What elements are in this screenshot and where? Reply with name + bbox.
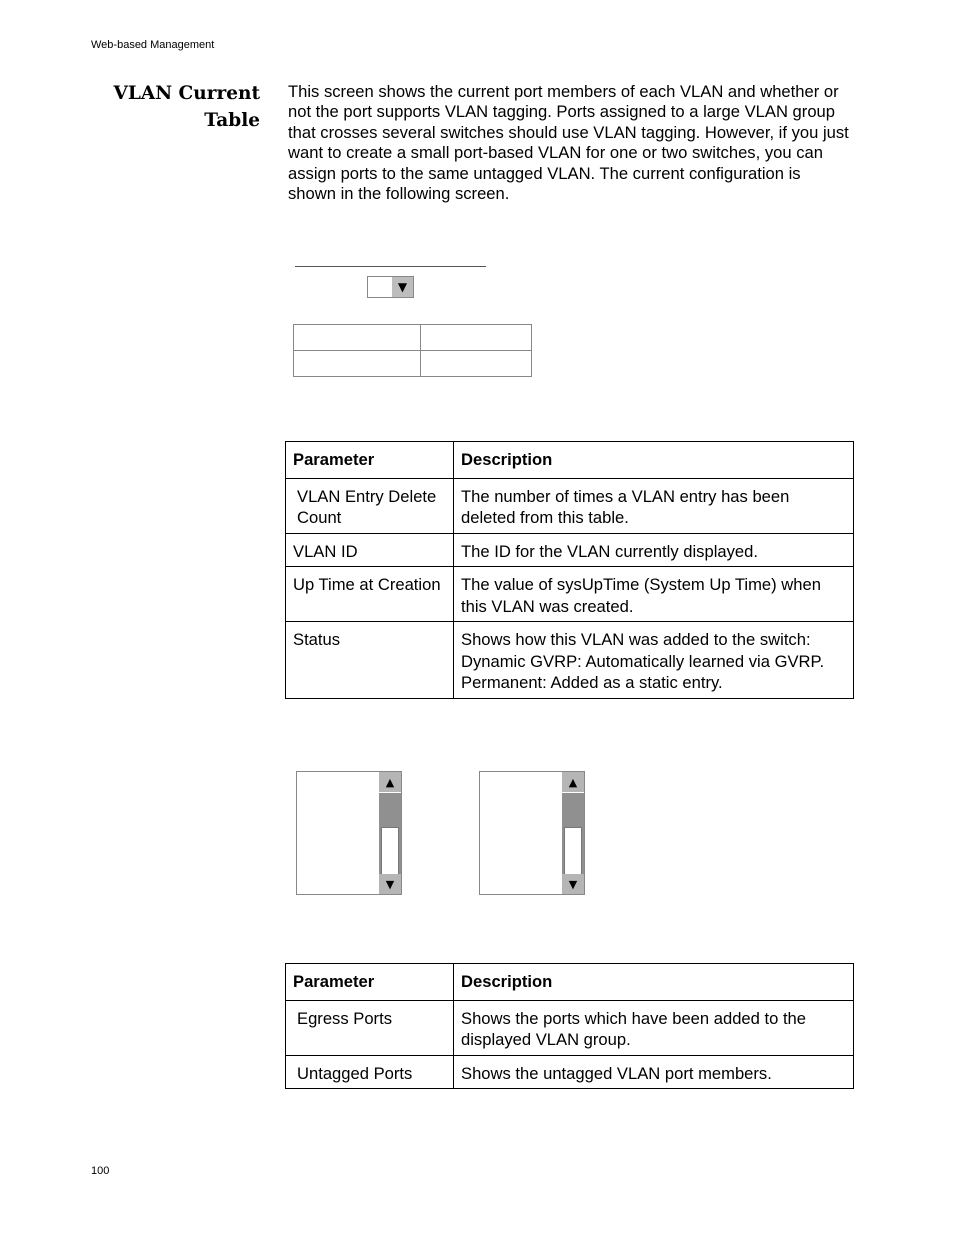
- parameter-table-1: [285, 441, 854, 699]
- arrow-up-icon[interactable]: ▲: [562, 772, 584, 793]
- vlan-info-table: [293, 324, 532, 377]
- scrollbar[interactable]: [562, 772, 584, 894]
- header-description: Description: [454, 442, 854, 479]
- running-head: Web-based Management: [91, 39, 215, 51]
- header-description: Description: [454, 964, 854, 1001]
- table-row: [286, 1055, 854, 1089]
- header-parameter: Parameter: [286, 442, 454, 479]
- param-cell: Status: [286, 622, 454, 699]
- param-cell: Up Time at Creation: [286, 567, 454, 622]
- screen-divider: [295, 266, 486, 267]
- vlan-info-cell: [421, 325, 532, 351]
- desc-line: Permanent: Added as a static entry.: [461, 673, 723, 692]
- table-row: [286, 622, 854, 699]
- egress-ports-listbox[interactable]: [296, 771, 402, 895]
- table-header-row: [286, 964, 854, 1001]
- desc-cell: The ID for the VLAN currently displayed.: [454, 533, 854, 567]
- parameter-table-2: [285, 963, 854, 1089]
- desc-line: Dynamic GVRP: Automatically learned via GVRP.: [461, 651, 825, 671]
- header-parameter: Parameter: [286, 964, 454, 1001]
- section-title-line1: VLAN Current: [113, 83, 260, 104]
- vlan-info-cell: [294, 351, 421, 377]
- page-number: 100: [91, 1165, 110, 1177]
- arrow-up-icon[interactable]: ▲: [379, 772, 401, 793]
- vlan-id-select[interactable]: [367, 276, 414, 298]
- table-row: [286, 567, 854, 622]
- param-cell: VLAN ID: [286, 533, 454, 567]
- table-header-row: [286, 442, 854, 479]
- desc-cell: Shows the ports which have been added to the displayed VLAN group.: [454, 1000, 854, 1055]
- table-row: [286, 478, 854, 533]
- chevron-down-icon[interactable]: ▼: [392, 277, 413, 297]
- untagged-ports-listbox[interactable]: [479, 771, 585, 895]
- param-cell: Egress Ports: [286, 1000, 454, 1055]
- scroll-thumb[interactable]: [564, 827, 582, 875]
- scroll-thumb[interactable]: [381, 827, 399, 875]
- intro-paragraph: This screen shows the current port members of each VLAN and whether or not the port supports VLAN tagging. Ports assigned to a large VLAN group that crosses several switches should use VLAN tagging. However, if you just want to create a small port-based VLAN for one or two switches, you can assign ports to the same untagged VLAN. The current configuration is shown in the following screen.: [288, 82, 849, 204]
- param-cell: VLAN Entry Delete Count: [286, 478, 454, 533]
- vlan-info-cell: [294, 325, 421, 351]
- arrow-down-icon[interactable]: ▼: [379, 874, 401, 894]
- desc-cell: Shows the untagged VLAN port members.: [454, 1055, 854, 1089]
- section-title: [100, 80, 260, 134]
- table-row: [286, 1000, 854, 1055]
- scrollbar[interactable]: [379, 772, 401, 894]
- section-title-line2: Table: [204, 110, 260, 131]
- table-row: [286, 533, 854, 567]
- desc-cell: The number of times a VLAN entry has been deleted from this table.: [454, 478, 854, 533]
- desc-cell: The value of sysUpTime (System Up Time) when this VLAN was created.: [454, 567, 854, 622]
- param-cell: Untagged Ports: [286, 1055, 454, 1089]
- vlan-info-cell: [421, 351, 532, 377]
- desc-line: Shows how this VLAN was added to the switch:: [461, 630, 811, 649]
- arrow-down-icon[interactable]: ▼: [562, 874, 584, 894]
- desc-cell: [454, 622, 854, 699]
